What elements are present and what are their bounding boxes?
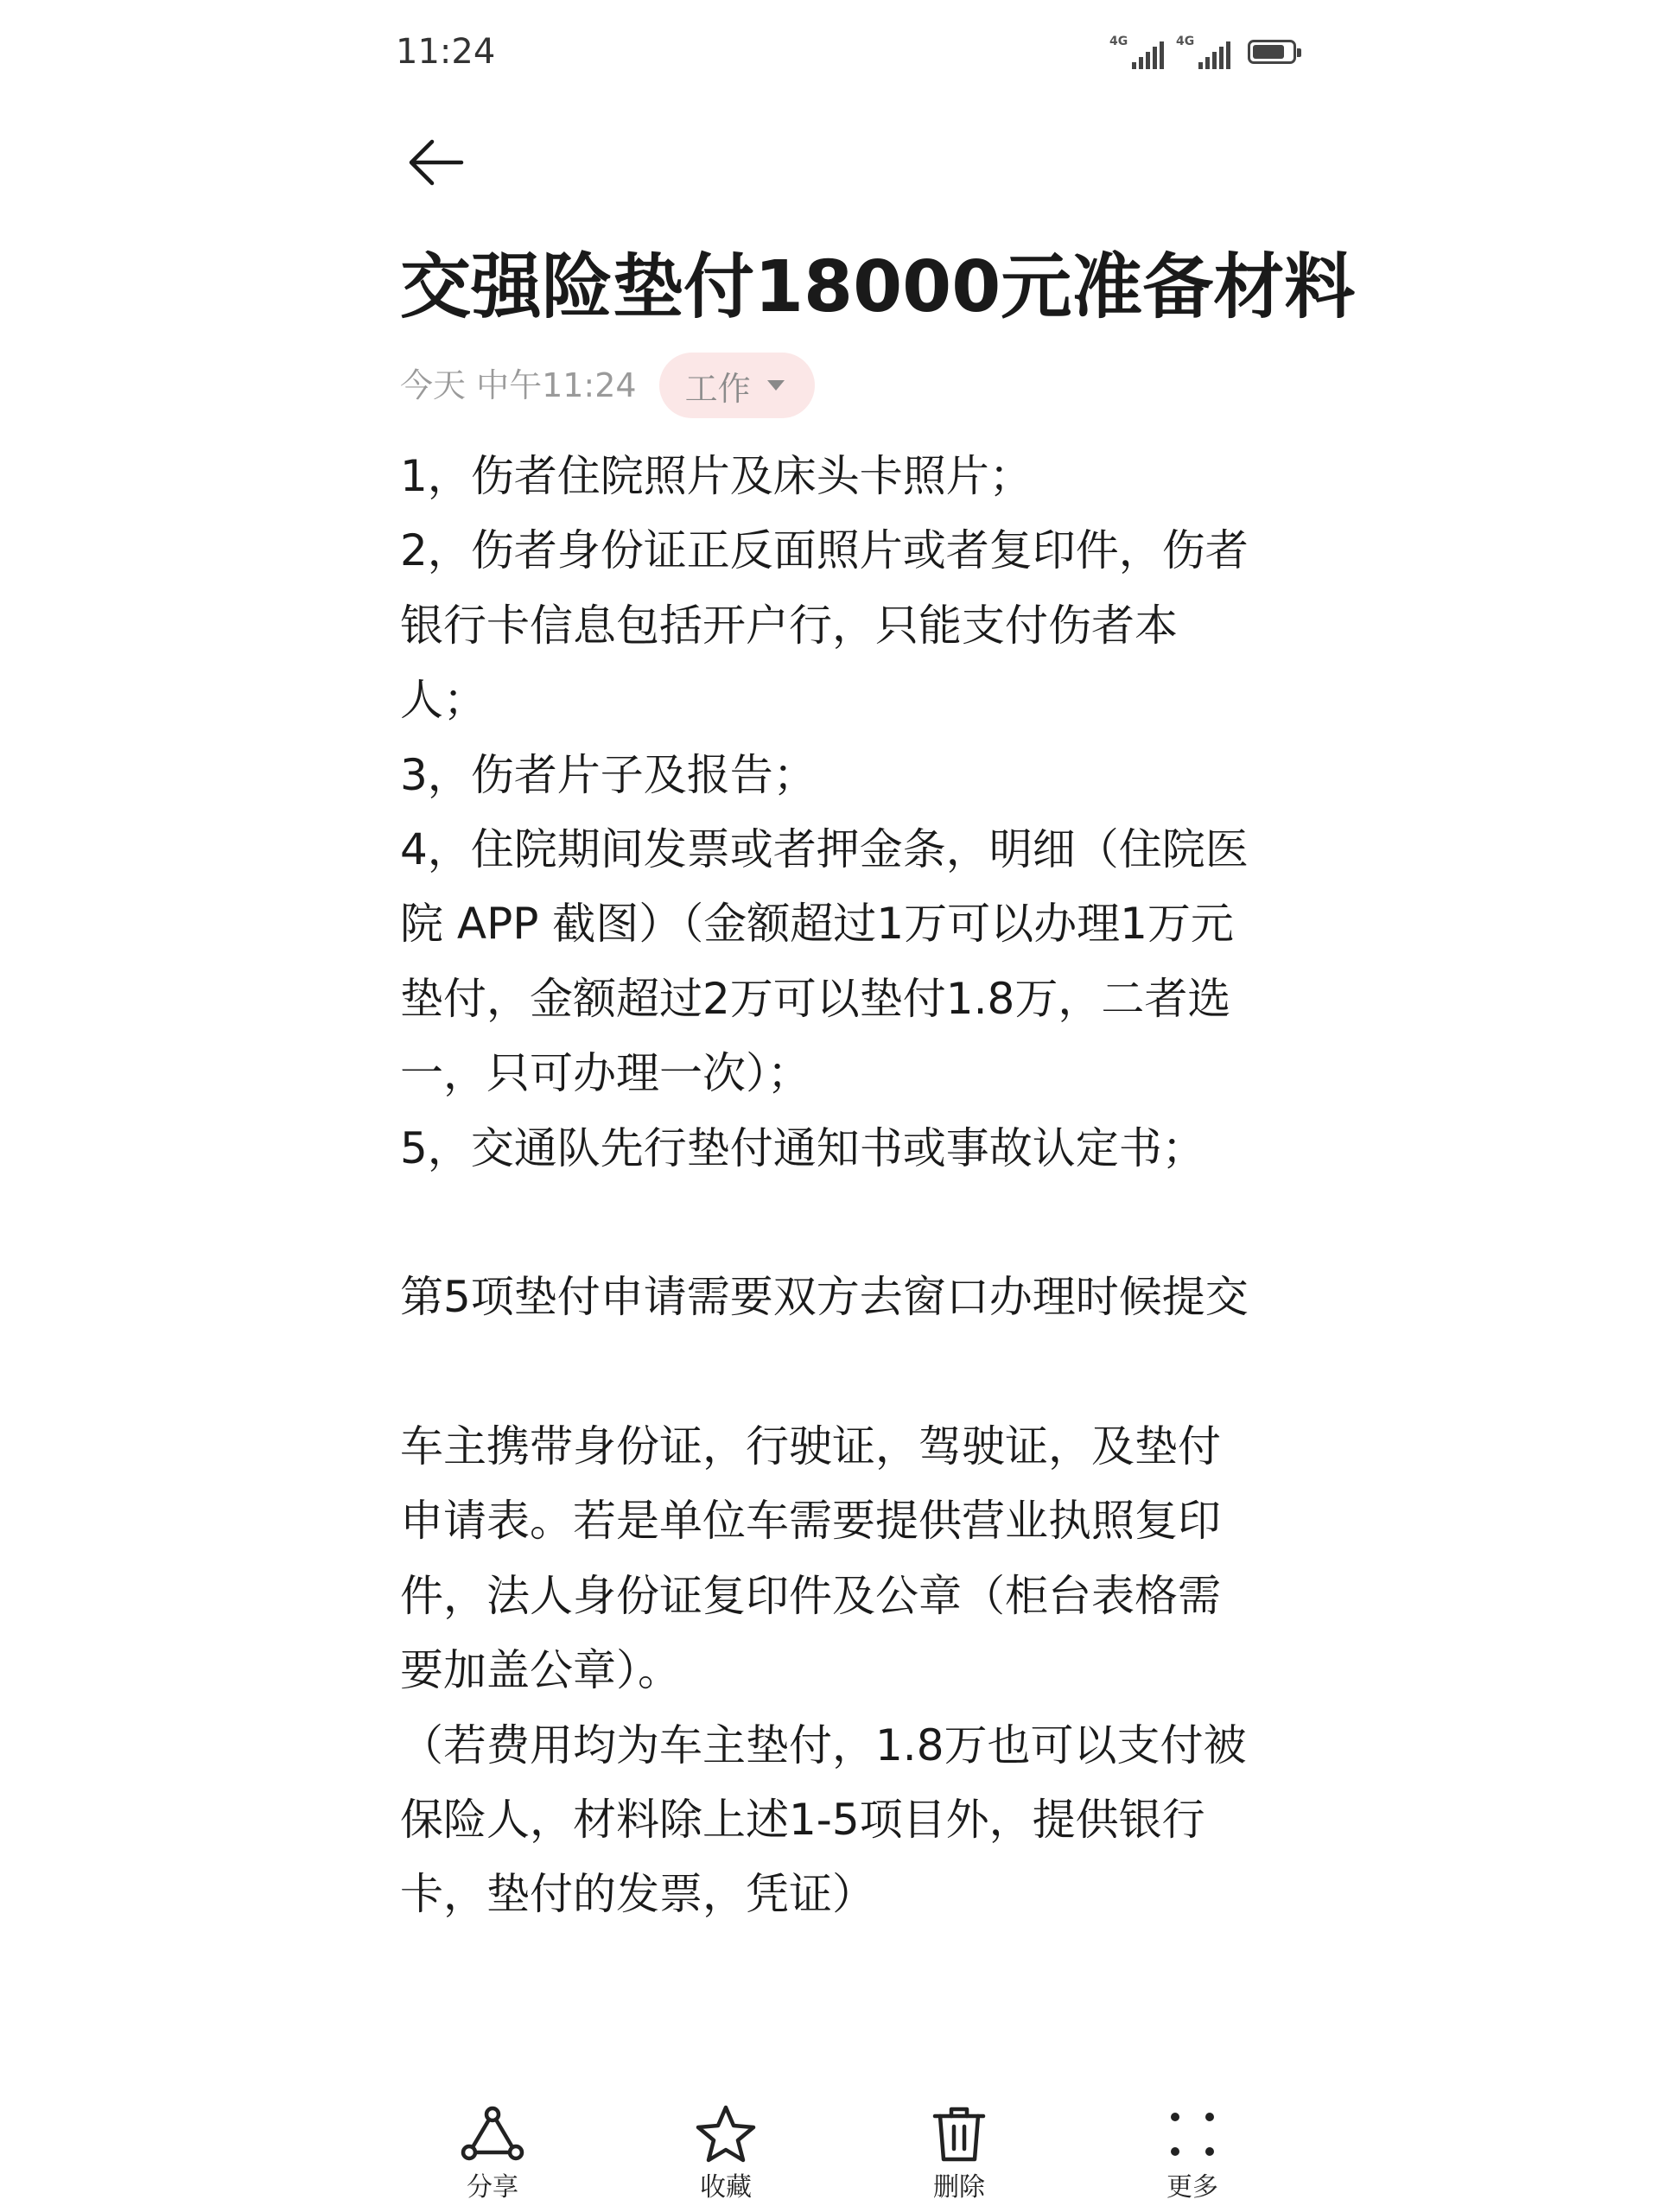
more-dots-icon	[1166, 2108, 1218, 2160]
note-line: 1，伤者住院照片及床头卡照片；	[400, 451, 1033, 501]
network-type-label: 4G	[1176, 35, 1195, 48]
note-line: 卡，垫付的发票，凭证）	[400, 1869, 875, 1920]
note-line: 2，伤者身份证正反面照片或者复印件，伤者	[400, 525, 1249, 576]
note-line	[400, 1185, 1290, 1260]
note-line: 要加盖公章）。	[400, 1645, 681, 1696]
status-bar	[396, 26, 1296, 78]
back-arrow-icon	[406, 137, 465, 188]
note-line: 5，交通队先行垫付通知书或事故认定书；	[400, 1122, 1205, 1173]
note-line: 垫付，金额超过2万可以垫付1.8万，二者选	[400, 973, 1231, 1024]
delete-button[interactable]	[894, 2100, 1024, 2205]
network-type-label: 4G	[1109, 35, 1128, 48]
category-dropdown[interactable]	[659, 353, 815, 418]
note-title: 交强险垫付18000元准备材料	[400, 246, 1356, 328]
category-label: 工作	[684, 369, 751, 408]
note-meta	[400, 353, 815, 418]
note-line: 4，住院期间发票或者押金条，明细（住院医	[400, 823, 1249, 874]
note-line: 一，只可办理一次）；	[400, 1048, 810, 1099]
cellular-signal-icon	[1109, 35, 1164, 69]
note-line: 件，法人身份证复印件及公章（柜台表格需	[400, 1570, 1221, 1621]
cellular-signal-icon	[1176, 35, 1230, 69]
note-line: 人；	[400, 675, 486, 726]
battery-icon	[1248, 40, 1296, 64]
status-icons	[1109, 33, 1296, 71]
note-line: （若费用均为车主垫付，1.8万也可以支付被	[400, 1719, 1247, 1770]
note-line: 第5项垫付申请需要双方去窗口办理时候提交	[400, 1272, 1249, 1323]
more-label: 更多	[1166, 2172, 1218, 2202]
dropdown-triangle-icon	[766, 379, 785, 391]
favorite-label: 收藏	[700, 2172, 752, 2202]
share-icon	[461, 2106, 524, 2163]
bottom-action-bar	[397, 2100, 1262, 2203]
note-line: 院 APP 截图）（金额超过1万可以办理1万元	[400, 899, 1234, 950]
share-label: 分享	[467, 2172, 518, 2202]
note-line: 银行卡信息包括开户行，只能支付伤者本	[400, 600, 1178, 651]
favorite-button[interactable]	[661, 2100, 791, 2205]
note-body[interactable]	[400, 439, 1290, 1932]
trash-icon	[931, 2104, 987, 2164]
status-time: 11:24	[396, 32, 496, 72]
delete-label: 删除	[933, 2172, 985, 2202]
note-line: 3，伤者片子及报告；	[400, 749, 817, 800]
note-timestamp: 今天 中午11:24	[400, 366, 637, 404]
note-line: 保险人，材料除上述1-5项目外，提供银行	[400, 1795, 1205, 1846]
back-button[interactable]	[403, 130, 468, 195]
more-button[interactable]	[1128, 2100, 1257, 2205]
note-line: 申请表。若是单位车需要提供营业执照复印	[400, 1496, 1221, 1547]
star-icon	[695, 2104, 757, 2164]
note-line: 车主携带身份证，行驶证，驾驶证，及垫付	[400, 1421, 1221, 1472]
share-button[interactable]	[428, 2100, 557, 2205]
note-line	[400, 1335, 1290, 1409]
